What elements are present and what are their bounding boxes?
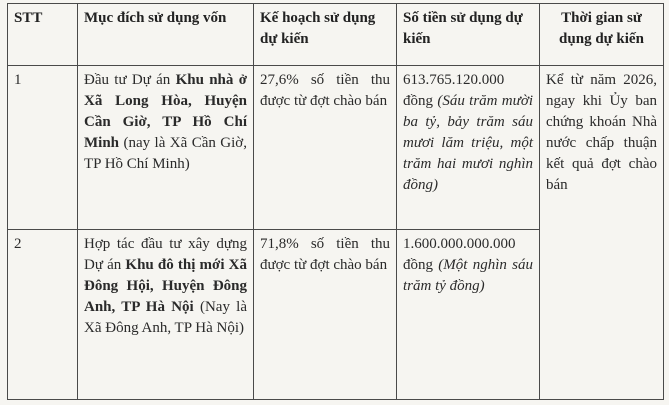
header-time: Thời gian sử dụng dự kiến <box>540 4 664 66</box>
amount-number: 1.600.000.000.000 đồng <box>403 236 516 273</box>
row-stt: 2 <box>8 230 78 400</box>
amount-number: 613.765.120.000 đồng <box>403 72 505 109</box>
fund-usage-table <box>7 3 664 400</box>
row-stt: 1 <box>8 66 78 230</box>
row-plan: 71,8% số tiền thu được từ đợt chào bán <box>254 230 397 400</box>
header-amount: Số tiền sử dụng dự kiến <box>397 4 540 66</box>
project-name: Khu nhà ở Xã Long Hòa, Huyện Cần Giờ, TP Hồ Chí Minh <box>84 72 247 151</box>
row-plan: 27,6% số tiền thu được từ đợt chào bán <box>254 66 397 230</box>
project-name: Khu đô thị mới Xã Đông Hội, Huyện Đông Anh, TP Hà Nội <box>84 257 248 315</box>
header-stt: STT <box>8 4 78 66</box>
purpose-note: (nay là Xã Cần Giờ, TP Hồ Chí Minh) <box>84 135 247 172</box>
purpose-text: Hợp tác đầu tư xây dựng Dự án <box>84 236 247 273</box>
header-purpose: Mục đích sử dụng vốn <box>78 4 254 66</box>
purpose-note: (Nay là Xã Đông Anh, TP Hà Nội) <box>84 299 247 336</box>
row-purpose <box>78 66 254 230</box>
table-header-row <box>8 4 664 66</box>
header-plan: Kế hoạch sử dụng dự kiến <box>254 4 397 66</box>
time-cell: Kể từ năm 2026, ngay khi Ủy ban chứng khoán Nhà nước chấp thuận kết quả đợt chào bán <box>540 66 664 400</box>
row-amount <box>397 230 540 400</box>
amount-in-words: (Sáu trăm mười ba tỷ, bảy trăm sáu mươi lăm triệu, một trăm hai mươi nghìn đồng) <box>403 93 533 193</box>
table-row <box>8 66 664 230</box>
purpose-text: Đầu tư Dự án <box>84 72 176 88</box>
row-purpose <box>78 230 254 400</box>
amount-in-words: (Một nghìn sáu trăm tỷ đồng) <box>403 257 533 294</box>
row-amount <box>397 66 540 230</box>
